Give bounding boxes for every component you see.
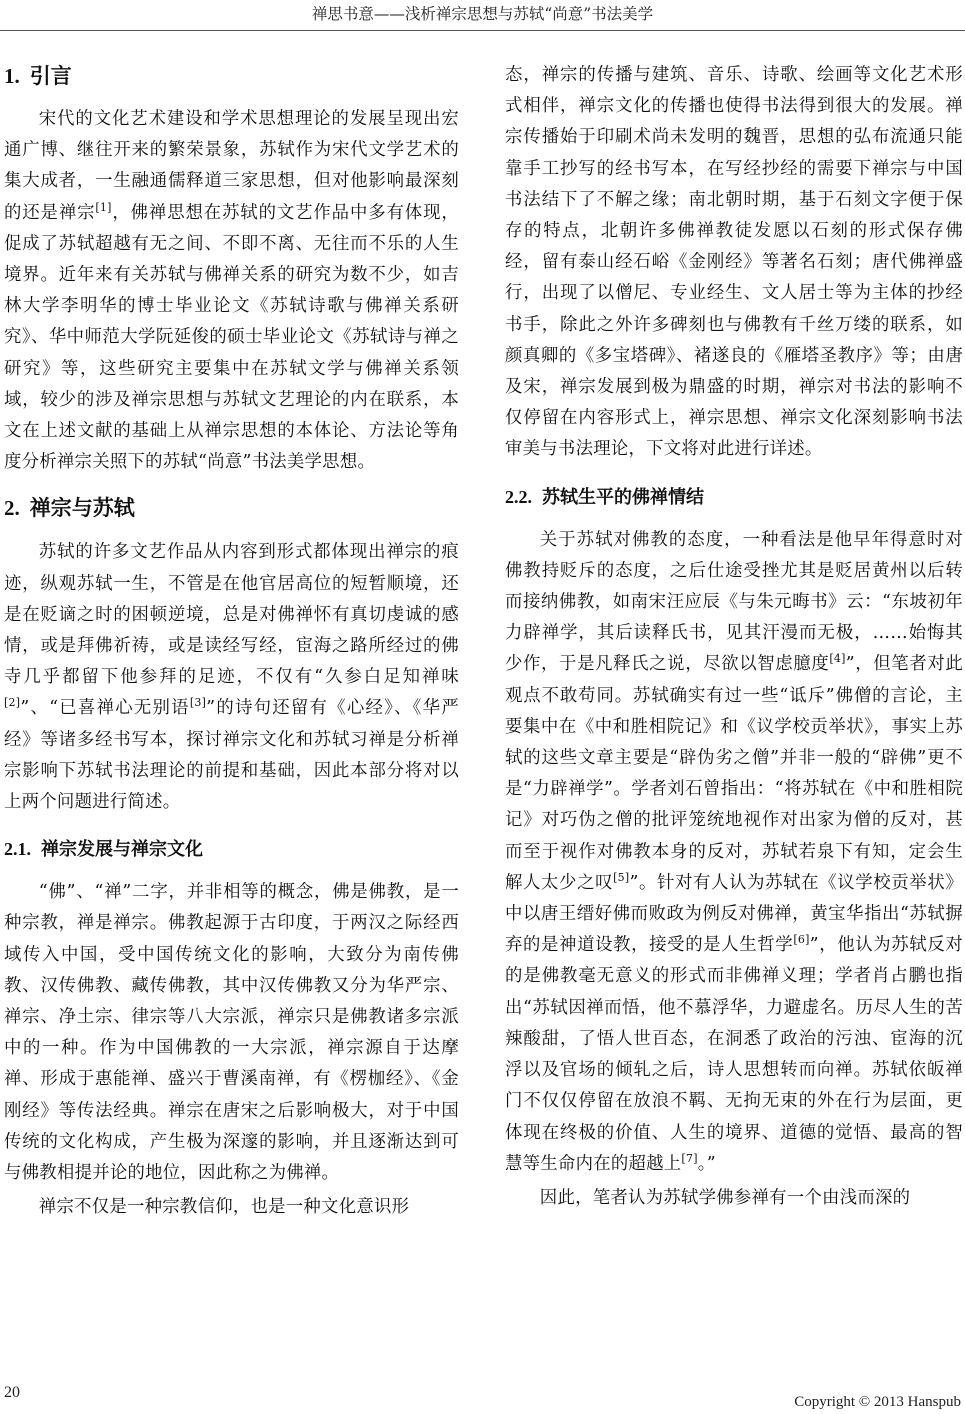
paragraph: “佛”、“禅”二字，并非相等的概念，佛是佛教，是一种宗教，禅是禅宗。佛教起源于古印度，于两汉之际经西域传入中国，受中国传统文化的影响，大致分为南传佛教、汉传佛教、藏传佛教，其中汉传佛教又分为华严宗、禅宗、净土宗、律宗等八大宗派，禅宗只是佛教诸多宗派中的一种。作为中国佛教的一大宗派，禅宗源自于达摩禅、形成于惠能禅、盛兴于曹溪南禅，有《楞枷经》、《金刚经》等传法经典。禅宗在唐宋之后影响极大，对于中国传统的文化构成，产生极为深邃的影响，并且逐渐达到可与佛教相提并论的地位，因此称之为佛禅。 xyxy=(4,882,459,1184)
paragraph-text: ”、“已喜禅心无别语 xyxy=(20,698,190,719)
paragraph-text: ”，他认为苏轼反对的是佛教毫无意义的形式而非佛禅义理；学者肖占鹏也指出“苏轼因禅而悟，他不慕浮华，力避虚名。历尽人生的苦辣酸甜，了悟人世百态，在洞悉了政治的污浊、宦海的沉浮以及官场的倾轧之后，诗人思想转而向禅。苏轼依皈禅门不仅仅停留在放浪不羁、无拘无束的外在行为层面，更体现在终极的价值、人生的境界、道德的觉悟、最高的智慧等生命内在的超越上 xyxy=(505,935,963,1174)
running-header xyxy=(0,2,965,31)
paragraph-text: 宋代的文化艺术建设和学术思想理论的发展呈现出宏通广博、继往开来的繁荣景象，苏轼作为宋代文学艺术的集大成者，一生融通儒释道三家思想，但对他影响最深刻的还是禅宗 xyxy=(4,109,459,223)
citation: [5] xyxy=(613,870,630,884)
citation: [2] xyxy=(4,696,21,710)
paragraph xyxy=(505,525,963,1180)
section-number: 1. xyxy=(4,64,20,88)
section-heading-introduction xyxy=(4,61,459,91)
left-column xyxy=(4,60,459,1224)
paragraph: 因此，笔者认为苏轼学佛参禅有一个由浅而深的 xyxy=(539,1187,911,1208)
paragraph-text: ”。针对有人认为苏轼在《议学校贡举状》中以唐王缙好佛而败政为例反对佛禅，黄宝华指出“苏轼摒弃的是神道设教，接受的是人生哲学 xyxy=(505,872,963,956)
paragraph xyxy=(4,104,459,478)
paragraph-text: 关于苏轼对佛教的态度，一种看法是他早年得意时对佛教持贬斥的态度，之后仕途受挫尤其是贬居黄州以后转而接纳佛教，如南宋汪应辰《与朱元晦书》云：“东坡初年力辟禅学，其后读释氏书，见其汗漫而无极，……始悔其少作，于是凡释氏之说，尽欲以智虑臆度 xyxy=(505,529,963,675)
section-heading-chan-and-sushi xyxy=(4,493,459,523)
subsection-number: 2.1. xyxy=(4,839,31,860)
paragraph-text: 。” xyxy=(697,1153,716,1174)
subsection-heading-chan-development xyxy=(4,835,459,864)
paragraph-text: ”的诗句还留有《心经》、《华严经》等诸多经书写本，探讨禅宗文化和苏轼习禅是分析禅宗影响下苏轼书法理论的前提和基础，因此本部分将对以上两个问题进行简述。 xyxy=(4,698,459,813)
subsection-title: 苏轼生平的佛禅情结 xyxy=(542,486,704,508)
subsection-heading-sushi-buddhism xyxy=(505,483,963,512)
subsection-title: 禅宗发展与禅宗文化 xyxy=(41,839,203,861)
section-title: 引言 xyxy=(29,64,72,88)
citation: [7] xyxy=(681,1151,698,1165)
paragraph: 态，禅宗的传播与建筑、音乐、诗歌、绘画等文化艺术形式相伴，禅宗文化的传播也使得书法得到很大的发展。禅宗传播始于印刷术尚未发明的魏晋，思想的弘布流通只能靠手工抄写的经书写本，在写经抄经的需要下禅宗与中国书法结下了不解之缘；南北朝时期，基于石刻文字便于保存的特点，北朝许多佛禅教徒发愿以石刻的形式保存佛经，留有泰山经石峪《金刚经》等著名石刻；唐代佛禅盛行，出现了以僧尼、专业经生、文人居士等为主体的抄经书手，除此之外许多碑刻也与佛教有千丝万缕的联系，如颜真卿的《多宝塔碑》、褚遂良的《雁塔圣教序》等；由唐及宋，禅宗发展到极为鼎盛的时期，禅宗对书法的影响不仅停留在内容形式上，禅宗思想、禅宗文化深刻影响书法审美与书法理论，下文将对此进行详述。 xyxy=(505,65,963,460)
citation: [6] xyxy=(793,933,810,947)
copyright-notice: Copyright © 2013 Hanspub xyxy=(794,1394,961,1410)
citation: [1] xyxy=(95,200,112,214)
right-column xyxy=(505,60,963,1214)
paragraph xyxy=(4,537,459,818)
paragraph-text: 苏轼的许多文艺作品从内容到形式都体现出禅宗的痕迹，纵观苏轼一生，不管是在他官居高位的短暂顺境，还是在贬谪之时的困顿逆境，总是对佛禅怀有真切虔诚的感情，或是拜佛祈祷，或是读经写经，宦海之路所经过的佛寺几乎都留下他参拜的足迹，不仅有“久参白足知禅味 xyxy=(4,542,459,688)
running-title: 禅思书意——浅析禅宗思想与苏轼“尚意”书法美学 xyxy=(311,5,654,23)
citation: [4] xyxy=(829,652,846,666)
section-title: 禅宗与苏轼 xyxy=(29,496,135,521)
paragraph-text: ，佛禅思想在苏轼的文艺作品中多有体现，促成了苏轼超越有无之间、不即不离、无往而不乐的人生境界。近年来有关苏轼与佛禅关系的研究为数不少，如吉林大学李明华的博士毕业论文《苏轼诗歌与佛禅关系研究》、华中师范大学阮延俊的硕士毕业论文《苏轼诗与禅之研究》等，这些研究主要集中在苏轼文学与佛禅关系领域，较少的涉及禅宗思想与苏轼文艺理论的内在联系，本文在上述文献的基础上从禅宗思想的本体论、方法论等角度分析禅宗关照下的苏轼“尚意”书法美学思想。 xyxy=(4,202,459,473)
citation: [3] xyxy=(189,696,207,710)
paragraph-text: ”，但笔者对此观点不敢苟同。苏轼确实有过一些“诋斥”佛僧的言论，主要集中在《中和胜相院记》和《议学校贡举状》，事实上苏轼的这些文章主要是“辟伪劣之僧”并非一般的“辟佛”更不是“力辟禅学”。学者刘石曾指出：“将苏轼在《中和胜相院记》对巧伪之僧的批评笼统地视作对出家为僧的反对，甚而至于视作对佛教本身的反对，苏轼若泉下有知，定会生解人太少之叹 xyxy=(505,654,963,893)
subsection-number: 2.2. xyxy=(505,486,532,507)
section-number: 2. xyxy=(4,496,20,521)
page-number: 20 xyxy=(4,1384,20,1401)
paragraph: 禅宗不仅是一种宗教信仰，也是一种文化意识形 xyxy=(38,1197,410,1218)
